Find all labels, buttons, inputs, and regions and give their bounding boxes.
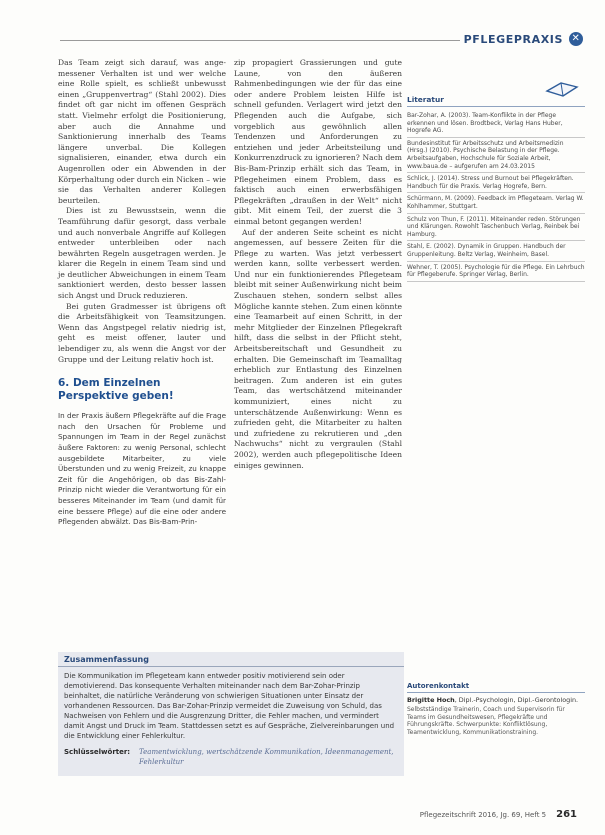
- journal-citation: Pflegezeitschrift 2016, Jg. 69, Heft 5: [419, 811, 547, 819]
- literature-title: Literatur: [407, 95, 585, 107]
- keywords-row: [58, 743, 404, 771]
- literature-entry: Wehner, T. (2005). Psychologie für die Pflege. Ein Lehrbuch für Pflegeberufe. Springer Verlag, Berlin.: [407, 262, 585, 282]
- keywords-value: Teamentwicklung, wertschätzende Kommunikation, Ideenmanagement, Fehlerkultur: [139, 748, 394, 766]
- keywords-label: Schlüsselwörter:: [64, 748, 131, 756]
- header-rule: [60, 40, 460, 41]
- section-heading: 6. Dem Einzelnen Perspektive geben!: [58, 377, 174, 403]
- literature-entry: Bundesinstitut für Arbeitsschutz und Arbeitsmedizin (Hrsg.) (2010). Psychische Belastung in der Pflege. Arbeitsaufgaben, Hochschule für Soziale Arbeit, www.baua.de – aufgerufen am 24.03.2015: [407, 138, 585, 173]
- summary-box: [58, 652, 404, 776]
- article-column-1: [58, 58, 226, 528]
- author-name: Brigitte Hoch: [407, 696, 455, 704]
- book-icon: [545, 77, 579, 99]
- literature-entry: Schulz von Thun, F. (2011). Miteinander reden. Störungen und Klärungen. Rowohlt Taschenbuch Verlag, Reinbek bei Hamburg.: [407, 214, 585, 242]
- brand-label: PFLEGEPRAXIS: [463, 32, 563, 46]
- literature-box: [407, 95, 585, 282]
- literature-entry: Bar-Zohar, A. (2003). Team-Konflikte in der Pflege erkennen und lösen. Brodtbeck, Verlag Hans Huber, Hogrefe AG.: [407, 110, 585, 138]
- page-number: 261: [556, 809, 577, 820]
- author-name-line: [407, 696, 585, 704]
- paragraph: Auf der anderen Seite scheint es nicht angemessen, auf bessere Zeiten für die Pflege zu warten. Was jetzt verbessert werden kann, sollte verbessert werden. Und nur ein funktionierendes Pflegeteam bleibt mit seiner Außenwirkung nicht beim Zuschauen stehen, sondern selbst alles Mögliche kannte stehen. Zum einen könnte eine Teamarbeit auf einen Schritt, in der mehr Mitglieder der Einzelnen Pflegekraft hilft, dass die selbst in der Pflicht steht, Arbeitsbereitschaft und Gesundheit zu erhalten. Die Gemeinschaft im Teamalltag erheblich zur Entlastung des Einzelnen beitragen. Zum anderen ist ein gutes Team, das wertschätzend miteinander kommuniziert, eines nicht zu unterschätzende Außenwirkung: Wenn es zufrieden geht, die Mitarbeiter zu halten und zufriedene zu rekrutieren und „den Nachwuchs“ nicht zu vergraulen (Stahl 2002), werden auch pflegepolitische Ideen einiges gewinnen.: [234, 227, 402, 470]
- paragraph: In der Praxis äußern Pflegekräfte auf die Frage nach den Ursachen für Probleme und Spannungen im Team in der Regel zunächst äußere Faktoren: zu wenig Personal, schlecht ausgebildete Mitarbeiter, zu viele Überstunden und zu wenig Freizeit, zu knappe Zeit für die Angehörigen, ob das Bis-Zahl-Prinzip nicht wieder die Verantwortung für ein besseres Miteinander im Team (und damit für eine bessere Pflege) auf die eine oder andere Pflegenden abwälzt. Das Bis-Bam-Prin-: [58, 411, 226, 527]
- literature-entry: Schlick, J. (2014). Stress und Burnout bei Pflegekräften. Handbuch für die Praxis. Verlag Hogrefe, Bern.: [407, 173, 585, 193]
- page-footer: [420, 809, 577, 820]
- article-column-2: [234, 58, 402, 471]
- paragraph: Das Team zeigt sich darauf, was ange- messener Verhalten ist und wer welche eine Rolle spielt, es schließt unbewusst einen „Gruppenvertrag“ (Stahl 2002). Dies findet oft gar nicht im offenen Gespräch statt. Vielmehr erfolgt die Positionierung, aber auch die Annahme und Sanktionierung innerhalb des Teams längere unverbal. Die Kollegen signalisieren, einander, etwa durch ein Augenrollen oder ein Abwenden in der Körperhaltung oder durch ein Nicken – wie sie das Verhalten anderer Kollegen beurteilen.: [58, 58, 226, 205]
- section-brand: [464, 32, 583, 46]
- paragraph: Bei guten Gradmesser ist übrigens oft die Arbeitsfähigkeit von Teamsitzungen. Wenn das Angstpegel relativ niedrig ist, geht es meist offener, lauter und lebendiger zu, als wenn die Angst vor der Gruppe und der Leitung relativ hoch ist.: [58, 301, 226, 364]
- literature-entry: Stahl, E. (2002). Dynamik in Gruppen. Handbuch der Gruppenleitung. Beltz Verlag, Weinheim, Basel.: [407, 241, 585, 261]
- paragraph: zip propagiert Grassierungen und gute Laune, von den äußeren Rahmenbedingungen wie der für das eine oder andere Problem leisten Hilfe ist schnell gefunden. Verlagert wird jetzt den Pflegenden auch die Aufgabe, sich vorgeblich aus gewöhnlich allen Tendenzen und Anforderungen zu entziehen und jeder Arbeitsteilung und Konkurrenzdruck zu ignorieren? Nach dem Bis-Bam-Prinzip erhält sich das Team, in Pflegeheimen einem Problem, dass es faktisch auch einen erwerbsfähigen Pflegekräften „draußen in der Welt“ nicht gibt. Mit einem Teil, der zuerst die 3 einmal betont gegangen werden!: [234, 58, 402, 226]
- close-icon: ✕: [569, 32, 583, 46]
- author-description: Selbstständige Trainerin, Coach und Supervisorin für Teams im Gesundheitswesen, Pflegekräfte und Führungskräfte. Schwerpunkte: Konfliktlösung, Teamentwicklung, Kommunikationstraining.: [407, 706, 565, 736]
- literature-entry: Schürmann, M. (2009). Feedback im Pflegeteam. Verlag W. Kohlhammer, Stuttgart.: [407, 193, 585, 213]
- author-credentials: , Dipl.-Psychologin, Dipl.-Gerontologin.: [454, 696, 579, 704]
- summary-text: Die Kommunikation im Pflegeteam kann entweder positiv motivierend sein oder demotivierend. Das konsequente Verhalten miteinander nach dem Bar-Zohar-Prinzip beinhaltet, die natürliche Veränderung von schwierigen Situationen unter Einsatz der vorhandenen Ressourcen. Das Bar-Zohar-Prinzip vermeidet die Zuweisung von Schuld, das Nachweisen von Fehlern und die Ausgrenzung Dritter, die Fehler machen, und vermindert damit Angst und Druck im Team. Stattdessen setzt es auf Gespräche, Zielvereinbarungen und die Entwicklung einer Fehlerkultur.: [64, 672, 395, 740]
- author-box: [407, 682, 585, 736]
- author-title: Autorenkontakt: [407, 682, 585, 693]
- summary-title: Zusammenfassung: [58, 652, 404, 667]
- paragraph: Dies ist zu Bewusstsein, wenn die Teamführung dafür gesorgt, dass verbale und auch nonverbale Angriffe auf Kollegen entweder unterbleiben oder nach bewährten Regeln ausgetragen werden. Je klarer die Regeln in einem Team sind und je deutlicher Abweichungen in einem Team sanktioniert werden, desto besser lassen sich Angst und Druck reduzieren.: [58, 206, 226, 301]
